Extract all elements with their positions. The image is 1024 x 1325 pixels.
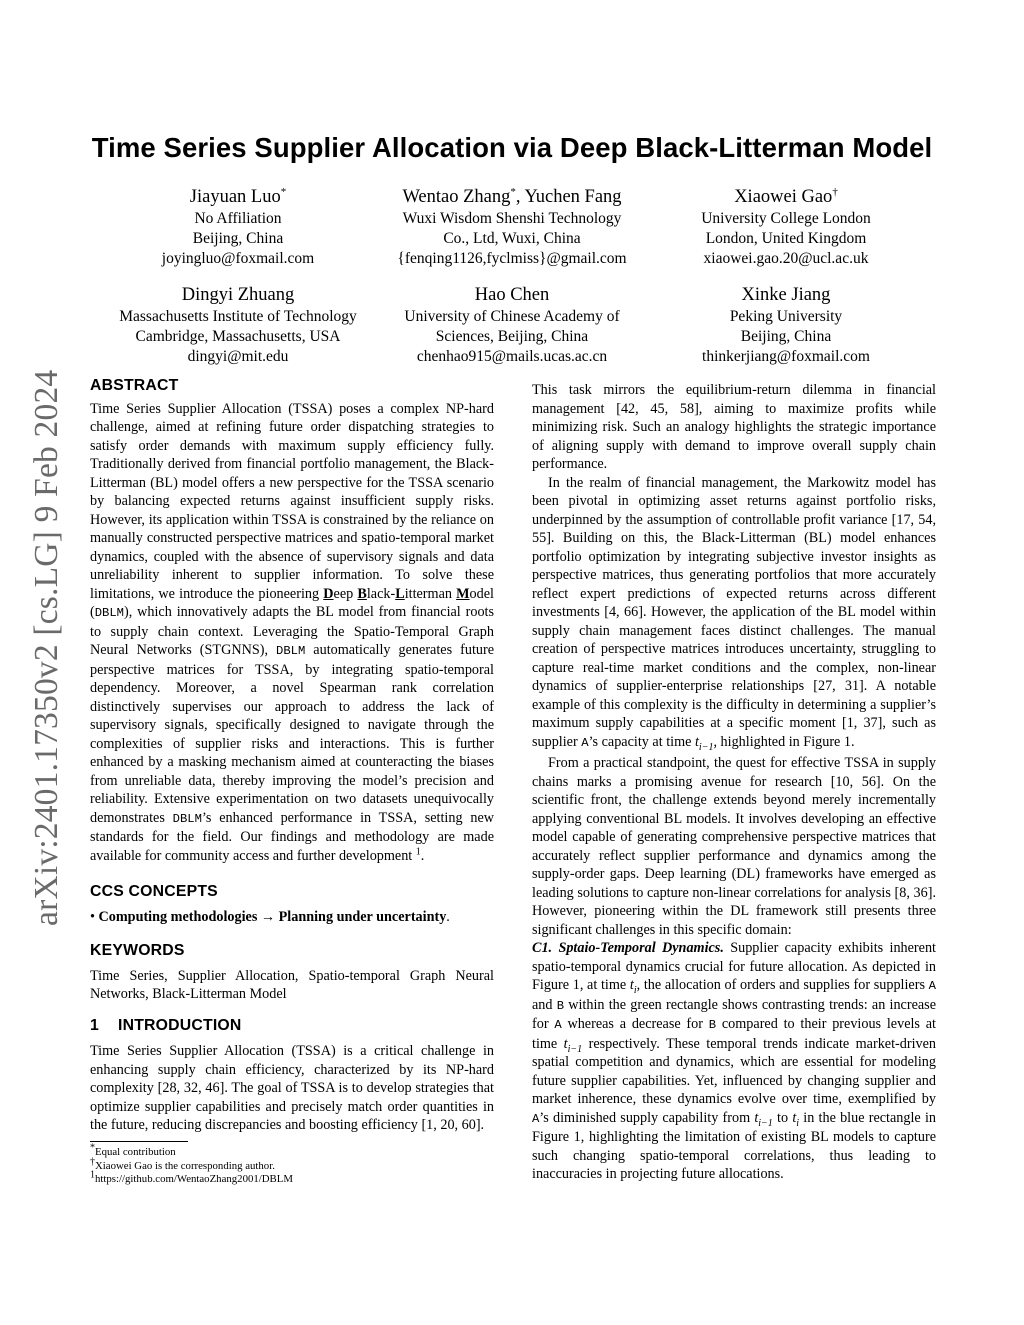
author-email: joyingluo@foxmail.com — [161, 250, 315, 268]
author-email: thinkerjiang@foxmail.com — [702, 348, 870, 366]
abstract-paragraph: Time Series Supplier Allocation (TSSA) poses a complex NP-hard challenge, aimed at refining future order dispatching strategies to satisfy order demands with maximum supply efficiency fully. Traditionally derived from financial portfolio management, the Black-Litterman (BL) model offers a new perspective for the TSSA scenario by balancing expected returns against insufficient supply risks. However, its application within TSSA is constrained by the reliance on manually constructed perspective matrices and spatio-temporal market dynamics, coupled with the absence of supervisory signals and data unreliability inherent to supplier information. To solve these limitations, we introduce the pioneering Deep Black-Litterman Model (DBLM), which innovatively adapts the BL model from financial roots to supply chain context. Leveraging the Spatio-Temporal Graph Neural Networks (STGNNS), DBLM automatically generates future perspective matrices for TSSA, by integrating spatio-temporal dependency. Moreover, a novel Spearman rank correlation distinctively supervises our approach to address the lack of supervisory signals, specifically designed to navigate through the complexities of supplier risks and interactions. This is further enhanced by a masking mechanism aimed at counteracting the biases from unreliable data, thereby improving the model’s precision and reliability. Extensive experimentation on two datasets unequivocally demonstrates DBLM’s enhanced performance in TSSA, setting new standards for the field. Our findings and methodology are made available for community access and further development $^1$. — [90, 400, 494, 864]
author-affiliation: Massachusetts Institute of Technology — [119, 308, 357, 325]
author-name: Hao Chen — [474, 285, 550, 305]
author-location: Sciences, Beijing, China — [435, 328, 589, 346]
abstract-heading: ABSTRACT — [90, 377, 179, 394]
author-location: Beijing, China — [740, 328, 832, 346]
right-column — [532, 381, 936, 1184]
author-location: Beijing, China — [192, 230, 284, 248]
author-location: Cambridge, Massachusetts, USA — [135, 328, 341, 346]
author-name: Jiayuan Luo* — [189, 185, 287, 207]
author-name: Xinke Jiang — [741, 285, 831, 305]
body-paragraph: This task mirrors the equilibrium-return dilemma in financial management [42, 45, 58], aiming to maximize profits while minimizing risk. Such an analogy highlights the strategic importance of aligning supply with demand to improve overall supply chain performance. — [532, 382, 936, 472]
author-email: dingyi@mit.edu — [187, 348, 289, 366]
author-block — [88, 184, 388, 270]
author-name: Wentao Zhang*, Yuchen Fang — [402, 185, 622, 207]
ccs-heading: CCS CONCEPTS — [90, 883, 218, 900]
author-affiliation: Peking University — [729, 308, 843, 325]
author-block — [362, 184, 662, 270]
author-block — [362, 282, 662, 368]
body-paragraph: From a practical standpoint, the quest for effective TSSA in supply chains marks a promising avenue for research [10, 56]. On the scientific front, the challenge extends beyond merely incrementally applying conventional BL models. It involves developing an effective model capable of generating comprehensive perspective matrices that accurately reflect supplier performance and dynamics among the supply-order gaps. Deep learning (DL) frameworks have emerged as leading solutions to capture non-linear correlations for analysis [8, 36]. However, pioneering within the DL framework still presents three significant challenges in this specific domain: — [532, 755, 936, 938]
author-affiliation: Wuxi Wisdom Shenshi Technology — [402, 210, 622, 227]
author-affiliation: University of Chinese Academy of — [404, 308, 620, 325]
footnote-rule — [90, 1141, 188, 1142]
ccs-item: • Computing methodologies → Planning under uncertainty. — [90, 908, 450, 925]
author-location: Co., Ltd, Wuxi, China — [443, 230, 581, 248]
keywords-text: Time Series, Supplier Allocation, Spatio-temporal Graph Neural Networks, Black-Litterman Model — [90, 967, 494, 1002]
left-column — [90, 377, 494, 1135]
author-email: chenhao915@mails.ucas.ac.cn — [416, 348, 608, 366]
author-location: London, United Kingdom — [705, 230, 867, 248]
body-paragraph: In the realm of financial management, the Markowitz model has been pivotal in optimizing asset returns against portfolio risks, underpinned by the assumption of controllable profit variance [17, 54, 55]. Building on this, the Black-Litterman (BL) model enhances portfolio optimization by integrating subjective investor insights as perspective matrices, thus generating portfolios that more accurately reflect expert predictions of expected returns across different investments [4, 66]. However, the application of the BL model within supply chain management faces distinct challenges. The manual creation of perspective matrices introduces uncertainty, struggling to capture real-time market conditions and the complex, non-linear dynamics of supplier-enterprise relationships [27, 31]. A notable example of this complexity is the difficulty in determining a supplier’s maximum supply capabilities at a specific moment [1, 37], such as supplier A’s capacity at time $t_{i-1}$, highlighted in Figure 1. — [532, 474, 936, 753]
author-block — [88, 282, 388, 368]
author-block — [636, 184, 936, 270]
keywords-heading: KEYWORDS — [90, 942, 185, 959]
challenge-paragraph: C1. Sptaio-Temporal Dynamics. Supplier capacity exhibits inherent spatio-temporal dynamics crucial for future allocation. As depicted in Figure 1, at time $t_i$, the allocation of orders and supplies for suppliers A and B within the green rectangle shows contrasting trends: an increase for A whereas a decrease for B compared to their previous levels at time $t_{i-1}$ respectively. These temporal trends indicate market-driven spatial competition and dynamics, which are essential for modeling future supplier capabilities. Yet, influenced by changing supplier and market inherence, these dynamics evolve over time, exemplified by A’s diminished supply capability from $t_{i-1}$ to $t_i$ in the blue rectangle in Figure 1, highlighting the limitation of existing BL models to capture such changing spatio-temporal correlations, thus leading to inaccuracies in projecting future allocations. — [532, 940, 936, 1182]
arxiv-identifier[interactable]: arXiv:2401.17350v2 [cs.LG] 9 Feb 2024 — [28, 369, 65, 926]
author-email: {fenqing1126,fyclmiss}@gmail.com — [397, 250, 627, 268]
author-name: Xiaowei Gao† — [734, 185, 838, 207]
author-email: xiaowei.gao.20@ucl.ac.uk — [703, 250, 869, 268]
repo-link[interactable]: https://github.com/WentaoZhang2001/DBLM — [95, 1173, 293, 1186]
author-affiliation: No Affiliation — [194, 210, 282, 227]
footnote-ref[interactable]: 1 — [415, 845, 421, 857]
intro-paragraph: Time Series Supplier Allocation (TSSA) is a critical challenge in enhancing supply chain efficiency, characterized by its NP-hard complexity [28, 32, 46]. The goal of TSSA is to develop strategies that optimize supplier capabilities and precisely match order quantities in the future, reducing discrepancies and boosting efficiency [1, 20, 60]. — [90, 1043, 494, 1133]
footnote: †Xiaowei Gao is the corresponding author. — [90, 1156, 275, 1172]
footnotes — [90, 1141, 494, 1187]
author-name: Dingyi Zhuang — [181, 285, 295, 305]
author-block — [636, 282, 936, 368]
paper-title: Time Series Supplier Allocation via Deep Black-Litterman Model — [91, 132, 933, 163]
footnote: *Equal contribution — [90, 1142, 176, 1158]
footnote: $^1$https://github.com/WentaoZhang2001/DBLM — [90, 1169, 293, 1186]
intro-heading: 1 INTRODUCTION — [90, 1016, 242, 1034]
author-affiliation: University College London — [701, 210, 871, 227]
